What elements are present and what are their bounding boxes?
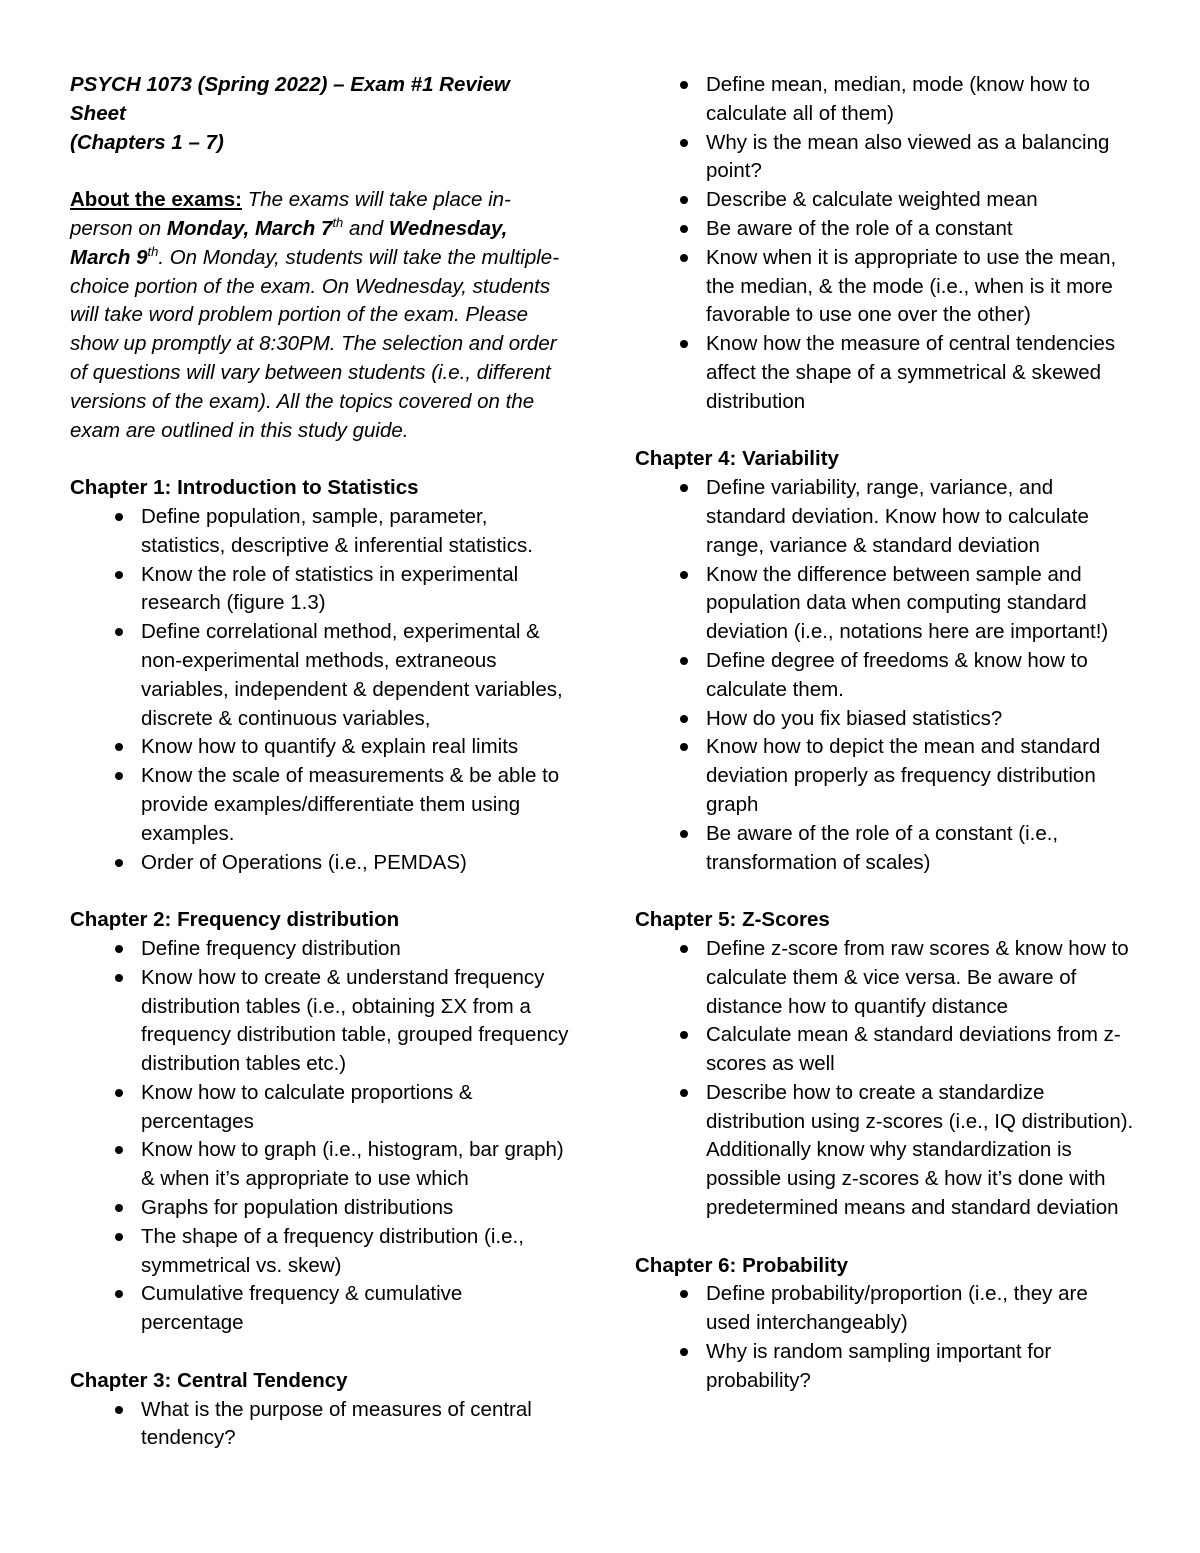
list-item: The shape of a frequency distribution (i.e., symmetrical vs. skew) — [70, 1223, 570, 1281]
list-item: Know how to depict the mean and standard deviation properly as frequency distribution graph — [635, 733, 1135, 819]
list-item: Describe how to create a standardize distribution using z-scores (i.e., IQ distribution). Additionally know why standardization is possible using z-scores & how it’s done with predetermined means and standard deviation — [635, 1079, 1135, 1223]
list-item: Define correlational method, experimental & non-experimental methods, extraneous variables, independent & dependent variables, discrete & continuous variables, — [70, 618, 570, 733]
about-label: About the exams: — [70, 188, 242, 212]
chapter-4-list — [635, 474, 1135, 877]
list-item: What is the purpose of measures of central tendency? — [70, 1396, 570, 1454]
chapter-4-title: Chapter 4: Variability — [635, 447, 839, 471]
chapter-3-title: Chapter 3: Central Tendency — [70, 1368, 348, 1392]
list-item: Cumulative frequency & cumulative percentage — [70, 1280, 570, 1338]
list-item: Define population, sample, parameter, statistics, descriptive & inferential statistics. — [70, 503, 570, 561]
title-line-2: (Chapters 1 – 7) — [70, 130, 224, 154]
chapter-2-title: Chapter 2: Frequency distribution — [70, 908, 400, 932]
chapter-3-list-part-2 — [635, 71, 1135, 417]
chapter-6-section — [635, 1252, 1135, 1396]
list-item: Define degree of freedoms & know how to calculate them. — [635, 647, 1135, 705]
chapter-3-section — [70, 1367, 570, 1453]
list-item: Know how to graph (i.e., histogram, bar graph) & when it’s appropriate to use which — [70, 1136, 570, 1194]
chapter-3-list-part-1 — [70, 1396, 570, 1454]
chapter-1-section — [70, 474, 570, 877]
chapter-5-title: Chapter 5: Z-Scores — [635, 908, 830, 932]
list-item: Why is the mean also viewed as a balancing point? — [635, 129, 1135, 187]
wednesday-date: Wednesday, March 9 — [70, 216, 508, 269]
list-item: Know the difference between sample and population data when computing standard deviation (i.e., notations here are important!) — [635, 561, 1135, 647]
title-line-1: PSYCH 1073 (Spring 2022) – Exam #1 Review Sheet — [70, 73, 510, 125]
list-item: Graphs for population distributions — [70, 1194, 570, 1223]
list-item: Define probability/proportion (i.e., they are used interchangeably) — [635, 1280, 1135, 1338]
left-column — [70, 71, 570, 1453]
list-item: Define z-score from raw scores & know how to calculate them & vice versa. Be aware of distance how to quantify distance — [635, 935, 1135, 1021]
list-item: Know when it is appropriate to use the mean, the median, & the mode (i.e., when is it more favorable to use one over the other) — [635, 244, 1135, 330]
chapter-5-section — [635, 906, 1135, 1223]
list-item: Know how to calculate proportions & percentages — [70, 1079, 570, 1137]
list-item: Know the scale of measurements & be able to provide examples/differentiate them using examples. — [70, 762, 570, 848]
about-exams-paragraph: About the exams: The exams will take place in-person on Monday, March 7th and Wednesday, March 9th. On Monday, students will take the multiple-choice portion of the exam. On Wednesday, students will take word problem portion of the exam. Please show up promptly at 8:30PM. The selection and order of questions will vary between students (i.e., different versions of the exam). All the topics covered on the exam are outlined in this study guide. — [70, 188, 560, 442]
chapter-1-title: Chapter 1: Introduction to Statistics — [70, 476, 419, 500]
list-item: Define variability, range, variance, and standard deviation. Know how to calculate range, variance & standard deviation — [635, 474, 1135, 560]
right-column — [635, 71, 1135, 1396]
chapter-1-list — [70, 503, 570, 877]
list-item: Know how the measure of central tendencies affect the shape of a symmetrical & skewed distribution — [635, 330, 1135, 416]
list-item: Know the role of statistics in experimental research (figure 1.3) — [70, 561, 570, 619]
monday-date: Monday, March 7 — [166, 216, 333, 240]
chapter-2-section — [70, 906, 570, 1338]
list-item: Calculate mean & standard deviations from z-scores as well — [635, 1021, 1135, 1079]
list-item: How do you fix biased statistics? — [635, 705, 1135, 734]
list-item: Be aware of the role of a constant — [635, 215, 1135, 244]
list-item: Be aware of the role of a constant (i.e., transformation of scales) — [635, 820, 1135, 878]
chapter-2-list — [70, 935, 570, 1338]
list-item: Know how to create & understand frequency distribution tables (i.e., obtaining ΣX from a frequency distribution table, grouped frequency distribution tables etc.) — [70, 964, 570, 1079]
list-item: Know how to quantify & explain real limits — [70, 733, 570, 762]
list-item: Describe & calculate weighted mean — [635, 186, 1135, 215]
chapter-6-title: Chapter 6: Probability — [635, 1253, 849, 1277]
chapter-6-list — [635, 1280, 1135, 1395]
list-item: Define frequency distribution — [70, 935, 570, 964]
list-item: Why is random sampling important for probability? — [635, 1338, 1135, 1396]
list-item: Define mean, median, mode (know how to calculate all of them) — [635, 71, 1135, 129]
chapter-4-section — [635, 445, 1135, 877]
chapter-5-list — [635, 935, 1135, 1223]
document-title — [70, 71, 570, 157]
list-item: Order of Operations (i.e., PEMDAS) — [70, 849, 570, 878]
